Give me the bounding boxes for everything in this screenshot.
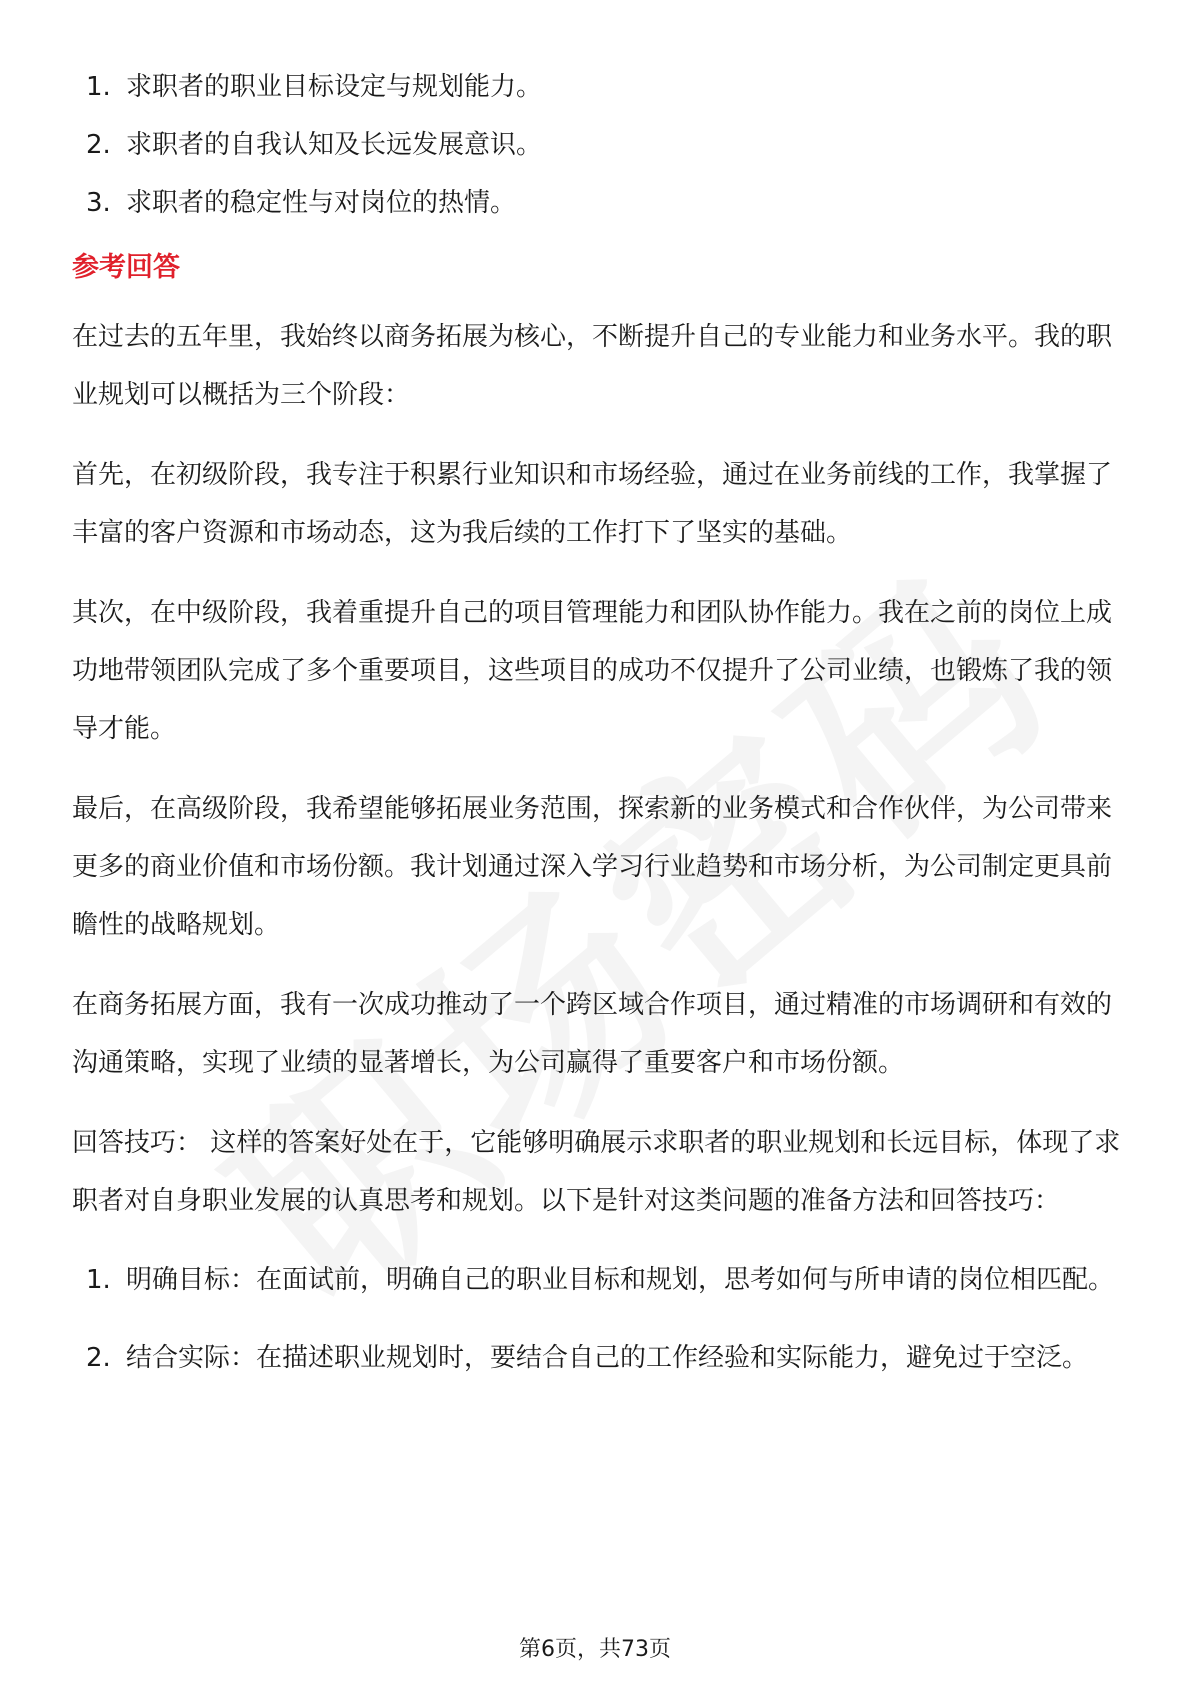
criteria-list bbox=[72, 58, 1122, 232]
list-item bbox=[72, 116, 1122, 174]
paragraph-stage-3: 最后，在高级阶段，我希望能够拓展业务范围，探索新的业务模式和合作伙伴，为公司带来更多的商业价值和市场份额。我计划通过深入学习行业趋势和市场分析，为公司制定更具前瞻性的战略规划。 bbox=[72, 794, 1113, 940]
section-heading: 参考回答 bbox=[72, 252, 180, 283]
paragraph-stage-2: 其次，在中级阶段，我着重提升自己的项目管理能力和团队协作能力。我在之前的岗位上成功地带领团队完成了多个重要项目，这些项目的成功不仅提升了公司业绩，也锻炼了我的领导才能。 bbox=[72, 598, 1113, 744]
list-text: 明确目标：在面试前，明确自己的职业目标和规划，思考如何与所申请的岗位相匹配。 bbox=[126, 1265, 1115, 1295]
paragraph-intro: 在过去的五年里，我始终以商务拓展为核心，不断提升自己的专业能力和业务水平。我的职业规划可以概括为三个阶段： bbox=[72, 322, 1113, 410]
list-number: 1. bbox=[86, 1265, 111, 1295]
paragraph-tips: 回答技巧： 这样的答案好处在于，它能够明确展示求职者的职业规划和长远目标，体现了求职者对自身职业发展的认真思考和规划。以下是针对这类问题的准备方法和回答技巧： bbox=[72, 1128, 1121, 1216]
list-text: 求职者的自我认知及长远发展意识。 bbox=[126, 130, 543, 160]
list-item bbox=[72, 174, 1122, 232]
list-number: 2. bbox=[86, 1343, 111, 1373]
list-text: 结合实际：在描述职业规划时，要结合自己的工作经验和实际能力，避免过于空泛。 bbox=[126, 1343, 1089, 1373]
list-item bbox=[72, 58, 1122, 116]
list-number: 3. bbox=[86, 188, 111, 218]
tips-list bbox=[72, 1252, 1122, 1386]
paragraph-example: 在商务拓展方面，我有一次成功推动了一个跨区域合作项目，通过精准的市场调研和有效的沟通策略，实现了业绩的显著增长，为公司赢得了重要客户和市场份额。 bbox=[72, 990, 1113, 1078]
page-number: 第6页，共73页 bbox=[519, 1637, 671, 1662]
list-number: 2. bbox=[86, 130, 111, 160]
list-item bbox=[72, 1252, 1122, 1308]
list-text: 求职者的稳定性与对岗位的热情。 bbox=[126, 188, 517, 218]
list-text: 求职者的职业目标设定与规划能力。 bbox=[126, 72, 543, 102]
list-item bbox=[72, 1330, 1122, 1386]
list-number: 1. bbox=[86, 72, 111, 102]
paragraph-stage-1: 首先，在初级阶段，我专注于积累行业知识和市场经验，通过在业务前线的工作，我掌握了丰富的客户资源和市场动态，这为我后续的工作打下了坚实的基础。 bbox=[72, 460, 1113, 548]
document-body bbox=[72, 58, 1122, 1386]
